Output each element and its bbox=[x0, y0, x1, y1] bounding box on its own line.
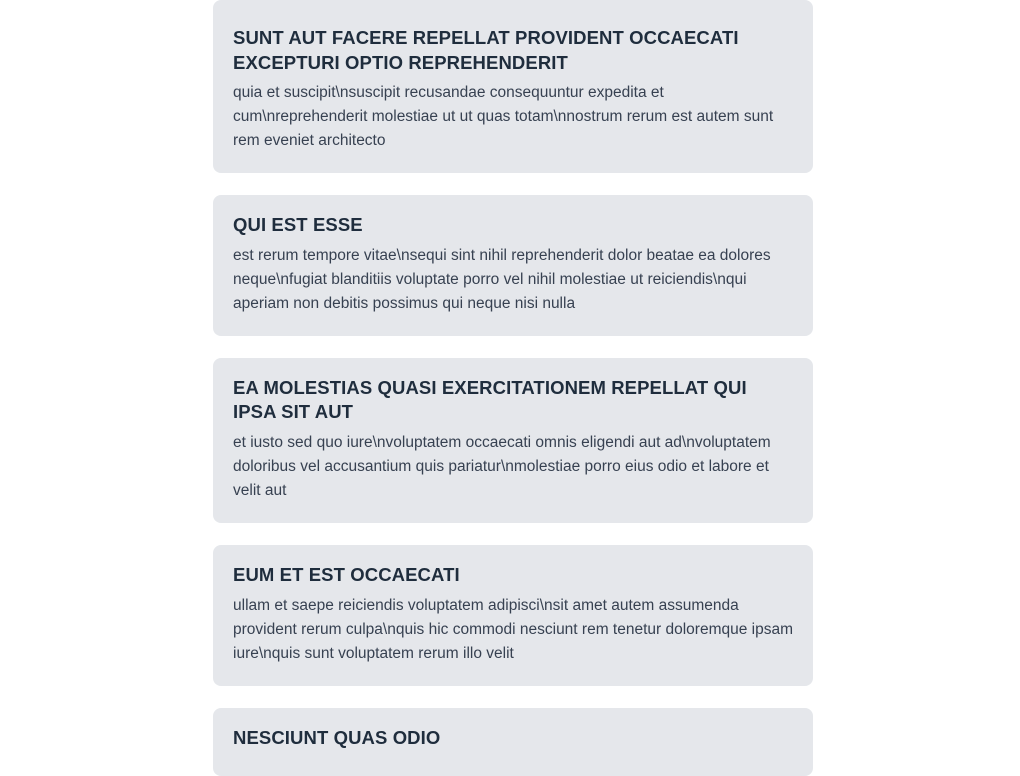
post-title: NESCIUNT QUAS ODIO bbox=[233, 726, 441, 748]
list-item[interactable] bbox=[213, 545, 813, 686]
list-item[interactable] bbox=[213, 358, 813, 523]
post-title: EA MOLESTIAS QUASI EXERCITATIONEM REPELLAT QUI IPSA SIT AUT bbox=[233, 376, 747, 423]
post-body: quia et suscipit\nsuscipit recusandae consequuntur expedita et cum\nreprehenderit molestiae ut ut quas totam\nnostrum rerum est autem sunt rem eveniet architecto bbox=[233, 84, 774, 150]
post-list bbox=[213, 0, 813, 776]
post-body: est rerum tempore vitae\nsequi sint nihil reprehenderit dolor beatae ea dolores neque\nfugiat blanditiis voluptate porro vel nihil molestiae ut reiciendis\nqui aperiam non debitis possimus qui neque nisi nulla bbox=[233, 246, 771, 312]
post-title: QUI EST ESSE bbox=[233, 214, 363, 236]
list-item[interactable] bbox=[213, 708, 813, 776]
list-item[interactable] bbox=[213, 0, 813, 173]
post-title: SUNT AUT FACERE REPELLAT PROVIDENT OCCAECATI EXCEPTURI OPTIO REPREHENDERIT bbox=[233, 27, 739, 73]
post-body: et iusto sed quo iure\nvoluptatem occaecati omnis eligendi aut ad\nvoluptatem doloribus vel accusantium quis pariatur\nmolestiae porro eius odio et labore et velit aut bbox=[233, 434, 771, 500]
list-item[interactable] bbox=[213, 195, 813, 336]
post-body: ullam et saepe reiciendis voluptatem adipisci\nsit amet autem assumenda provident rerum culpa\nquis hic commodi nesciunt rem tenetur doloremque ipsam iure\nquis sunt voluptatem rerum illo velit bbox=[233, 596, 793, 662]
post-title: EUM ET EST OCCAECATI bbox=[233, 564, 460, 586]
